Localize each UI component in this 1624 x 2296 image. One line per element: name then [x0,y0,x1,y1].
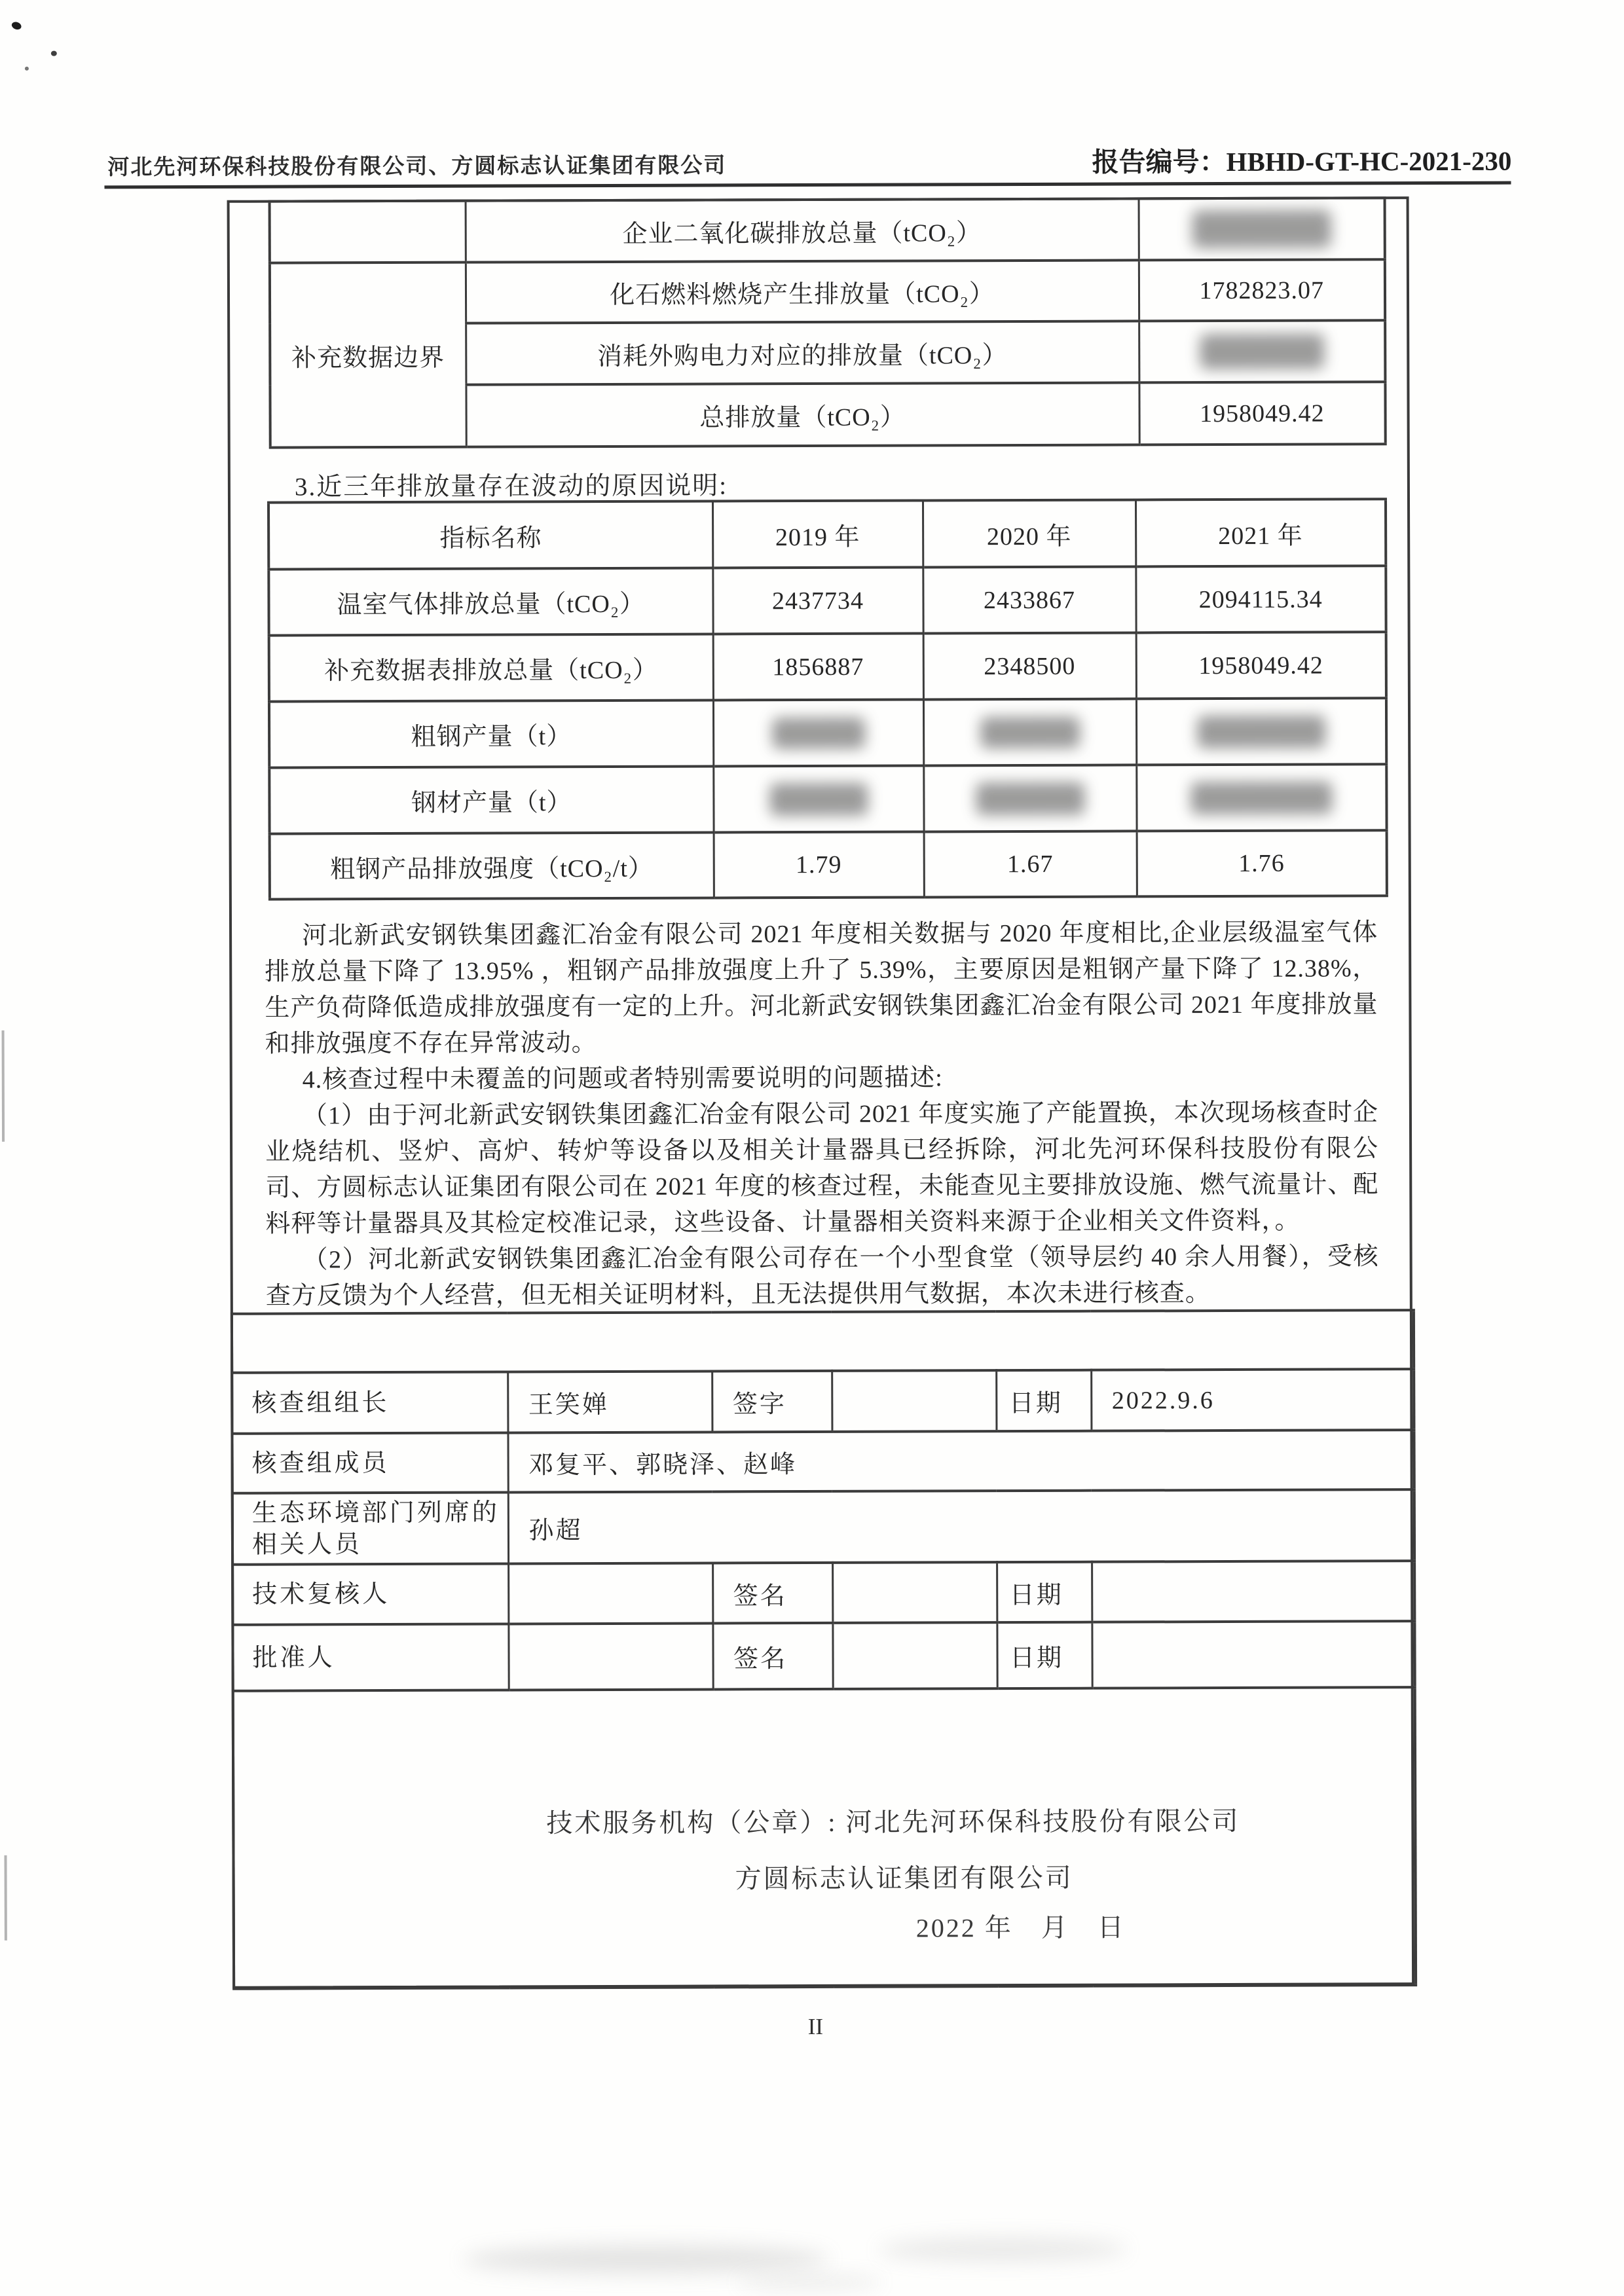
three-year-comparison-table [267,498,1388,900]
indicator-name-cell: 钢材产量（t） [269,766,713,833]
paragraph-emission-analysis: 河北新武安钢铁集团鑫汇冶金有限公司 2021 年度相关数据与 2020 年度相比,企业层级温室气体排放总量下降了 13.95% ，粗钢产品排放强度上升了 5.39%，主要原因是粗钢产量下降了 12.38%，生产负荷降低造成排放强度有一定的上升。河北新武安钢铁集团鑫汇冶金有限公司 2021 年度排放量和排放强度不存在异常波动。 [265,919,1378,1058]
param-name-cell: 消耗外购电力对应的排放量（tCO₂） [466,321,1139,384]
value-cell: 2433867 [923,566,1135,633]
sign-label-cell: 签名 [712,1563,832,1624]
agency-cell [233,1687,1416,1989]
date-label-cell: 日期 [997,1622,1092,1688]
indicator-name-cell: 温室气体排放总量（tCO₂） [268,568,712,635]
redacted-value [772,718,865,749]
param-value-cell-redacted [1139,198,1385,260]
report-number-label: 报告编号： [1092,147,1227,177]
column-header: 2020 年 [923,500,1135,567]
param-value-cell: 1782823.07 [1139,259,1385,321]
sign-label-cell: 签名 [712,1623,832,1690]
table-row [268,566,1386,635]
indicator-name-cell: 粗钢产品排放强度（tCO₂/t） [270,832,714,899]
redacted-value [1200,334,1324,370]
section3-heading: 3.近三年排放量存在波动的原因说明: [294,471,728,501]
value-cell: 1.76 [1137,830,1387,896]
empty-cell [232,1310,1414,1373]
agency-row [233,1687,1416,1989]
scan-speck [10,21,22,31]
scan-smudge [738,2277,882,2288]
date-space-cell [1092,1621,1414,1688]
value-cell-redacted [1136,698,1386,765]
value-cell-redacted [713,699,923,766]
table-row [232,1489,1414,1565]
redacted-value [976,782,1084,815]
value-cell: 2348500 [923,632,1136,699]
members-label-cell: 核查组成员 [232,1432,507,1493]
group-label-cell: 补充数据边界 [270,263,466,448]
value-cell: 1958049.42 [1136,632,1386,699]
indicator-name-cell: 粗钢产量（t） [269,700,713,767]
section4-item-1: （1）由于河北新武安钢铁集团鑫汇冶金有限公司 2021 年度实施了产能置换，本次现场核查时企业烧结机、竖炉、高炉、转炉等设备以及相关计量器具已经拆除，河北先河环保科技股份有限公司、方圆标志认证集团有限公司在 2021 年度的核查过程，未能查见主要排放设施、燃气流量计、配料秤等计量器具及其检定校准记录，这些设备、计量器相关资料来源于企业相关文件资料，。 [265,1099,1379,1238]
value-cell: 1.67 [924,831,1137,897]
redacted-value [980,717,1080,748]
value-cell-redacted [1136,764,1386,831]
indicator-name-cell: 补充数据表排放总量（tCO₂） [269,634,713,701]
observer-value-cell: 孙超 [508,1489,1414,1563]
page-number: II [807,2013,824,2040]
leader-name-cell: 王笑婵 [507,1371,712,1432]
param-name-cell: 企业二氧化碳排放总量（tCO₂） [466,198,1139,262]
redacted-value [769,782,868,815]
empty-group-cell [270,201,466,263]
table-row [232,1561,1414,1625]
value-cell-redacted [923,765,1136,831]
date-label-cell: 日期 [997,1562,1092,1622]
signature-space-cell [832,1370,996,1432]
param-value-cell: 1958049.42 [1139,382,1385,445]
approver-label-cell: 批准人 [232,1624,508,1690]
spacer-row [232,1310,1414,1373]
redacted-value [1197,715,1325,748]
body-text [265,915,1379,1314]
supplementary-data-table [268,196,1387,448]
redacted-value [1190,781,1332,814]
agency-name-1: 河北先河环保科技股份有限公司 [845,1806,1240,1837]
scan-speck [51,51,57,56]
value-cell: 2094115.34 [1135,566,1386,632]
value-cell: 1.79 [714,831,924,898]
section4-heading: 4.核查过程中未覆盖的问题或者特别需要说明的问题描述: [302,1064,943,1094]
column-header: 2019 年 [712,500,923,568]
header-rule [104,181,1511,189]
sign-label-cell: 签字 [712,1371,832,1432]
param-name-cell: 化石燃料燃烧产生排放量（tCO₂） [466,260,1139,323]
scan-edge-mark [2,1030,5,1142]
approver-name-space-cell [508,1623,712,1690]
reviewer-name-space-cell [508,1563,712,1624]
agency-line-1 [546,1800,1240,1840]
redacted-value [1192,210,1331,249]
date-space-cell [1092,1561,1414,1622]
param-name-cell: 总排放量（tCO₂） [466,382,1139,446]
reviewer-label-cell: 技术复核人 [232,1563,508,1624]
value-cell-redacted [923,699,1136,765]
table-row [232,1369,1414,1434]
signature-space-cell [832,1622,997,1689]
signoff-table [231,1309,1417,1990]
value-cell: 2437734 [712,567,923,634]
table-row [232,1621,1414,1691]
scan-smudge [462,2244,829,2274]
section4-item-2: （2）河北新武安钢铁集团鑫汇冶金有限公司存在一个小型食堂（领导层约 40 余人用餐），受核查方反馈为个人经营，但无相关证明材料，且无法提供用气数据，本次未进行核查。 [265,1243,1379,1310]
report-number [1092,139,1511,179]
table-row [270,198,1385,263]
agency-date-line: 2022 年 月 日 [915,1912,1126,1943]
column-header: 指标名称 [268,501,712,569]
leader-label-cell: 核查组组长 [232,1372,507,1433]
value-cell-redacted [713,765,923,832]
header-company-names: 河北先河环保科技股份有限公司、方圆标志认证集团有限公司 [107,154,727,180]
column-header: 2021 年 [1135,499,1386,566]
scan-edge-mark [4,1855,7,1941]
report-number-value: HBHD-GT-HC-2021-230 [1226,145,1512,177]
observer-label-cell: 生态环境部门列席的相关人员 [232,1492,508,1564]
table-row [269,698,1386,767]
date-label-cell: 日期 [996,1370,1091,1431]
agency-name-2: 方圆标志认证集团有限公司 [735,1863,1073,1894]
value-cell: 1856887 [713,633,923,700]
members-value-cell: 邓复平、郭晓泽、赵峰 [507,1430,1414,1492]
table-row [270,830,1387,899]
param-value-cell-redacted [1139,320,1385,382]
table-header-row [268,499,1386,569]
table-row [232,1430,1414,1493]
table-row [269,632,1386,701]
table-row [269,764,1386,833]
scan-smudge [878,2236,1127,2262]
date-value-cell: 2022.9.6 [1091,1369,1414,1431]
table-row [270,259,1385,323]
scan-speck [25,67,29,71]
agency-label: 技术服务机构（公章）: [546,1807,838,1838]
signature-space-cell [832,1562,997,1623]
